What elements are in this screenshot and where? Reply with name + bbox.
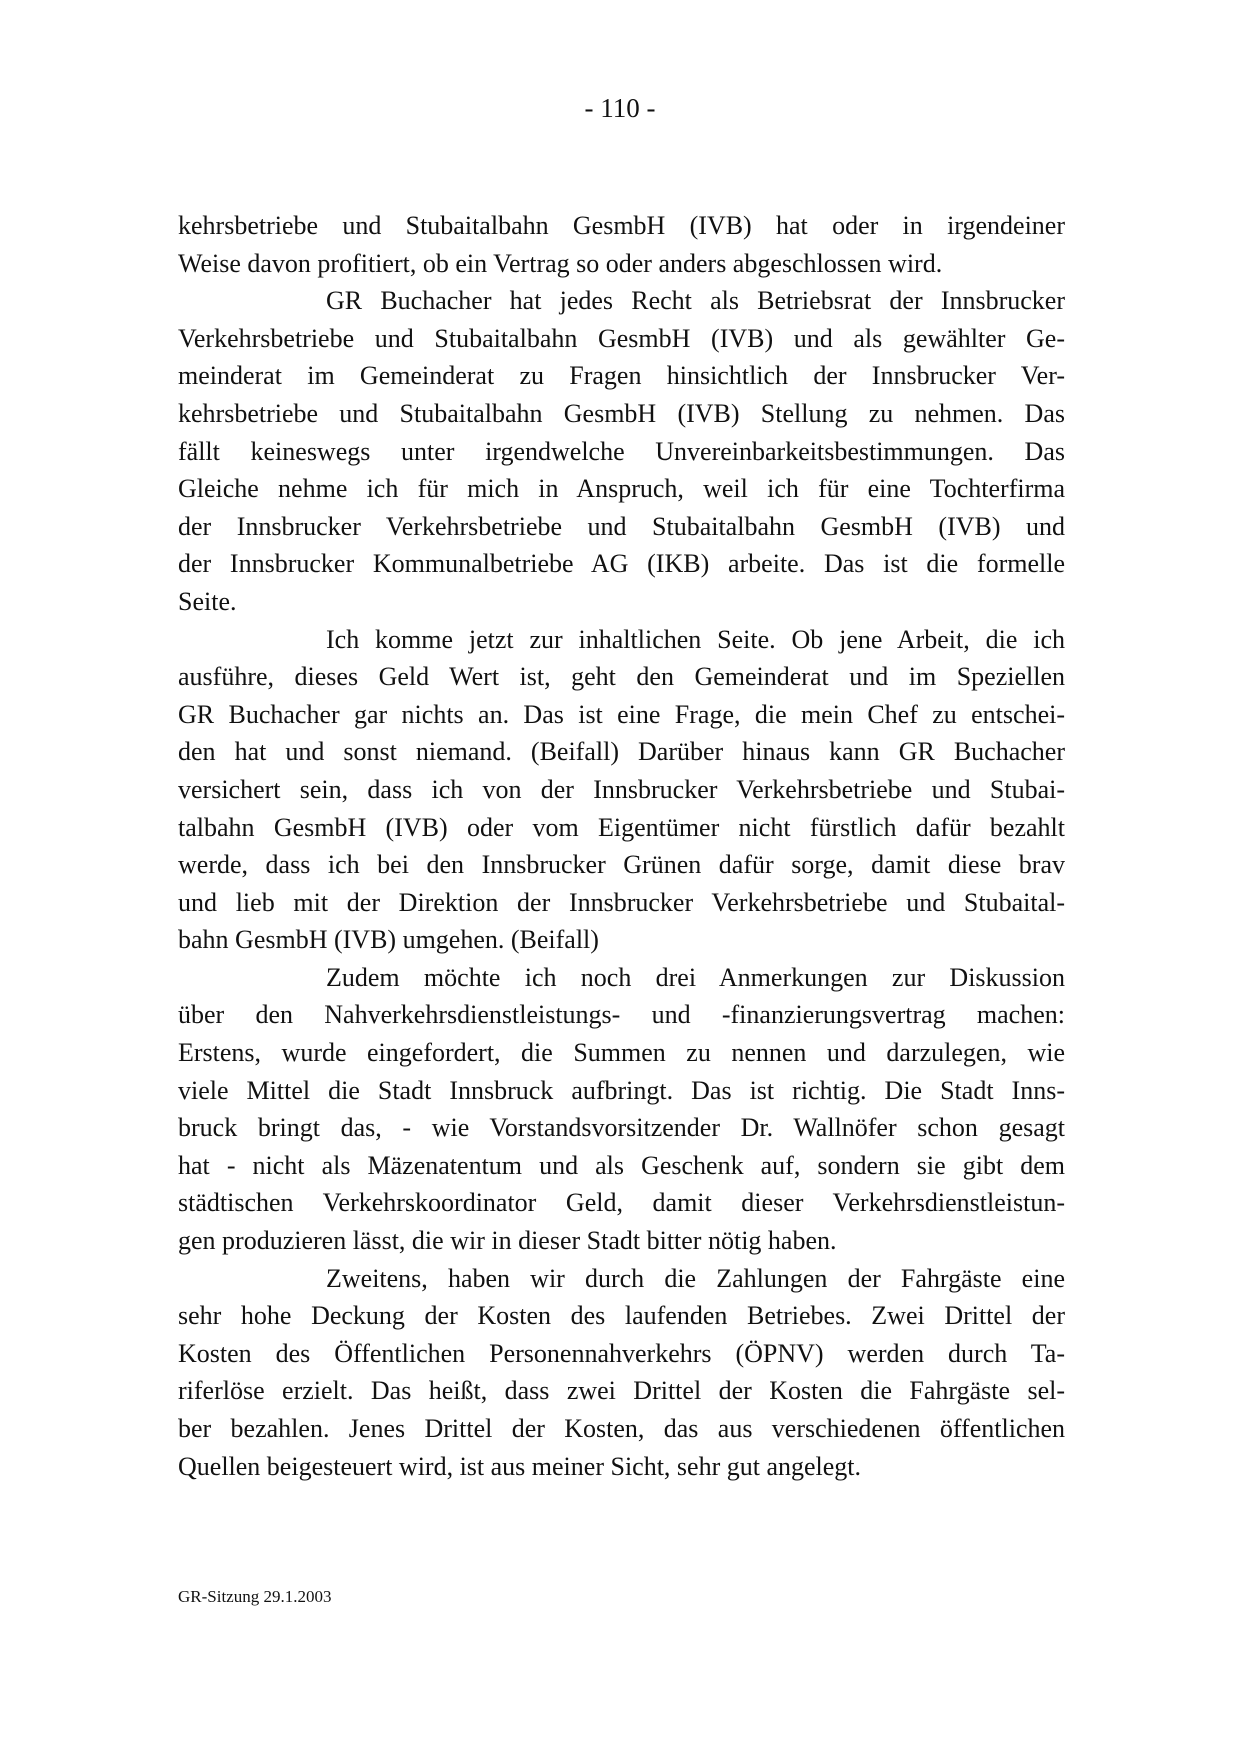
text-line: GR Buchacher hat jedes Recht als Betriebsrat der Innsbrucker: [326, 286, 1065, 316]
text-line: meinderat im Gemeinderat zu Fragen hinsichtlich der Innsbrucker Ver-: [178, 361, 1065, 391]
paragraph: [178, 207, 1065, 282]
text-line: der Innsbrucker Verkehrsbetriebe und Stubaitalbahn GesmbH (IVB) und: [178, 511, 1065, 541]
text-line: Zweitens, haben wir durch die Zahlungen der Fahrgäste eine: [326, 1263, 1065, 1293]
paragraph: [178, 621, 1065, 959]
text-line: über den Nahverkehrsdienstleistungs- und -finanzierungsvertrag machen:: [178, 1000, 1065, 1030]
text-line: bruck bringt das, - wie Vorstandsvorsitzender Dr. Wallnöfer schon gesagt: [178, 1113, 1065, 1143]
text-line: viele Mittel die Stadt Innsbruck aufbringt. Das ist richtig. Die Stadt Inns-: [178, 1075, 1065, 1105]
paragraph: [178, 959, 1065, 1260]
text-line: Verkehrsbetriebe und Stubaitalbahn GesmbH (IVB) und als gewählter Ge-: [178, 323, 1065, 353]
text-line: kehrsbetriebe und Stubaitalbahn GesmbH (IVB) Stellung zu nehmen. Das: [178, 398, 1065, 428]
text-line: Gleiche nehme ich für mich in Anspruch, weil ich für eine Tochterfirma: [178, 474, 1065, 504]
text-line: talbahn GesmbH (IVB) oder vom Eigentümer nicht fürstlich dafür bezahlt: [178, 812, 1065, 842]
page-number: - 110 -: [584, 93, 656, 123]
text-line: städtischen Verkehrskoordinator Geld, damit dieser Verkehrsdienstleistun-: [178, 1188, 1065, 1218]
text-line: und lieb mit der Direktion der Innsbrucker Verkehrsbetriebe und Stubaital-: [178, 887, 1065, 917]
text-line: ausführe, dieses Geld Wert ist, geht den Gemeinderat und im Speziellen: [178, 662, 1065, 692]
body-text: [178, 207, 1065, 1485]
text-line: GR Buchacher gar nichts an. Das ist eine Frage, die mein Chef zu entschei-: [178, 699, 1065, 729]
text-line: sehr hohe Deckung der Kosten des laufenden Betriebes. Zwei Drittel der: [178, 1301, 1065, 1331]
text-line: hat - nicht als Mäzenatentum und als Geschenk auf, sondern sie gibt dem: [178, 1150, 1065, 1180]
paragraph: [178, 282, 1065, 620]
text-line: Quellen beigesteuert wird, ist aus meiner Sicht, sehr gut angelegt.: [178, 1451, 862, 1481]
text-line: der Innsbrucker Kommunalbetriebe AG (IKB) arbeite. Das ist die formelle: [178, 549, 1065, 579]
footer-session-date: GR-Sitzung 29.1.2003: [178, 1587, 332, 1606]
text-line: riferlöse erzielt. Das heißt, dass zwei Drittel der Kosten die Fahrgäste sel-: [178, 1376, 1065, 1406]
text-line: Kosten des Öffentlichen Personennahverkehrs (ÖPNV) werden durch Ta-: [178, 1338, 1065, 1368]
text-line: bahn GesmbH (IVB) umgehen. (Beifall): [178, 925, 599, 955]
text-line: gen produzieren lässt, die wir in dieser Stadt bitter nötig haben.: [178, 1226, 837, 1256]
text-line: werde, dass ich bei den Innsbrucker Grünen dafür sorge, damit diese brav: [178, 850, 1065, 880]
text-line: Weise davon profitiert, ob ein Vertrag so oder anders abgeschlossen wird.: [178, 248, 943, 278]
paragraph: [178, 1260, 1065, 1486]
text-line: Seite.: [178, 586, 237, 616]
text-line: versichert sein, dass ich von der Innsbrucker Verkehrsbetriebe und Stubai-: [178, 774, 1065, 804]
text-line: ber bezahlen. Jenes Drittel der Kosten, das aus verschiedenen öffentlichen: [178, 1414, 1065, 1443]
text-line: Zudem möchte ich noch drei Anmerkungen zur Diskussion: [326, 962, 1065, 992]
text-line: den hat und sonst niemand. (Beifall) Darüber hinaus kann GR Buchacher: [178, 737, 1065, 767]
text-line: Ich komme jetzt zur inhaltlichen Seite. Ob jene Arbeit, die ich: [326, 624, 1065, 654]
text-line: fällt keineswegs unter irgendwelche Unvereinbarkeitsbestimmungen. Das: [178, 436, 1065, 466]
text-line: Erstens, wurde eingefordert, die Summen zu nennen und darzulegen, wie: [178, 1038, 1065, 1068]
text-line: kehrsbetriebe und Stubaitalbahn GesmbH (IVB) hat oder in irgendeiner: [178, 211, 1065, 240]
